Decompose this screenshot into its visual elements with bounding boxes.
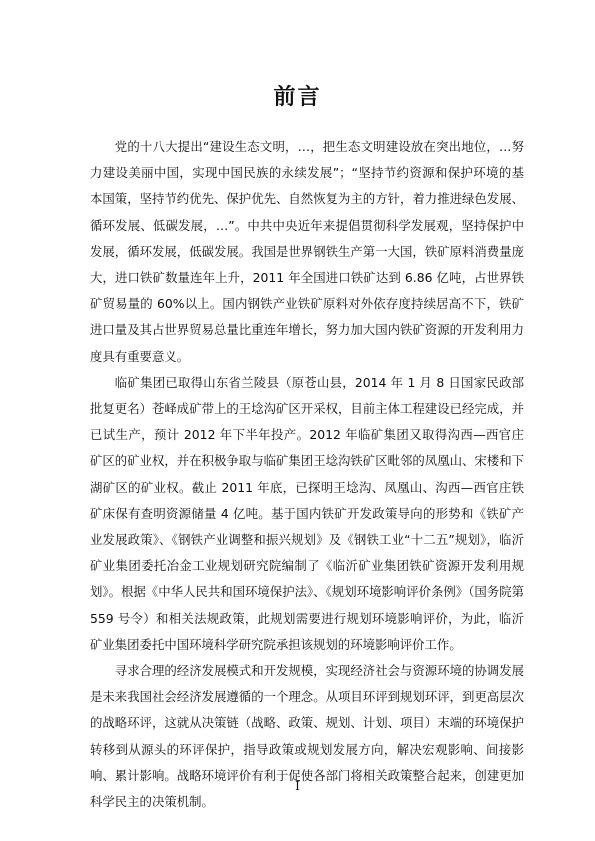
paragraph-3: 寻求合理的经济发展模式和开发规模，实现经济社会与资源环境的协调发展是未来我国社会经济发展遵循的一个理念。从项目环评到规划环评，到更高层次的战略环评，这就从决策链（战略、政策、规划、计划、项目）末端的环境保护转移到从源头的环评保护，指导政策或规划发展方向，解决宏观影响、间接影响、累计影响。战略环境评价有利于促使各部门将相关政策整合起来，创建更加科学民主的决策机制。 [90, 663, 524, 810]
paragraph-1: 党的十八大提出“建设生态文明，…，把生态文明建设放在突出地位，…努力建设美丽中国，实现中国民族的永续发展”；“坚持节约资源和保护环境的基本国策，坚持节约优先、保护优先、自然恢复为主的方针，着力推进绿色发展、循环发展、低碳发展，…”。中共中央近年来提倡贯彻科学发展观，坚持保护中发展，循环发展，低碳发展。我国是世界钢铁生产第一大国，铁矿原料消费量庞大，进口铁矿数量连年上升，2011 年全国进口铁矿达到 6.86 亿吨，占世界铁矿贸易量的 60%以上。国内钢铁产业铁矿原料对外依存度持续居高不下，铁矿进口量及其占世界贸易总量比重连年增长，努力加大国内铁矿资源的开发利用力度具有重要意义。 [90, 139, 524, 364]
paragraph-2: 临矿集团已取得山东省兰陵县（原苍山县，2014 年 1 月 8 日国家民政部批复更名）苍峄成矿带上的王埝沟矿区开采权，目前主体工程建设已经完成，并已试生产，预计 2012 年下半年投产。2012 年临矿集团又取得沟西—西官庄矿区的矿业权，并在积极争取与临矿集团王埝沟铁矿区毗邻的凤凰山、宋楼和下湖矿区的矿业权。截止 2011 年底，已探明王埝沟、凤凰山、沟西—西官庄铁矿床保有查明资源储量 4 亿吨。基于国内铁矿开发政策导向的形势和《铁矿产业发展政策》、《钢铁产业调整和振兴规划》及《钢铁工业“十二五”规划》，临沂矿业集团委托冶金工业规划研究院编制了《临沂矿业集团铁矿资源开发利用规划》。根据《中华人民共和国环境保护法》、《规划环境影响评价条例》（国务院第 559 号令）和相关法规政策，此规划需要进行规划环境影响评价，为此，临沂矿业集团委托中国环境科学研究院承担该规划的环境影响评价工作。 [90, 374, 524, 652]
body-text [90, 134, 524, 815]
page-number: I [295, 779, 300, 793]
page-title: 前言 [273, 85, 322, 110]
